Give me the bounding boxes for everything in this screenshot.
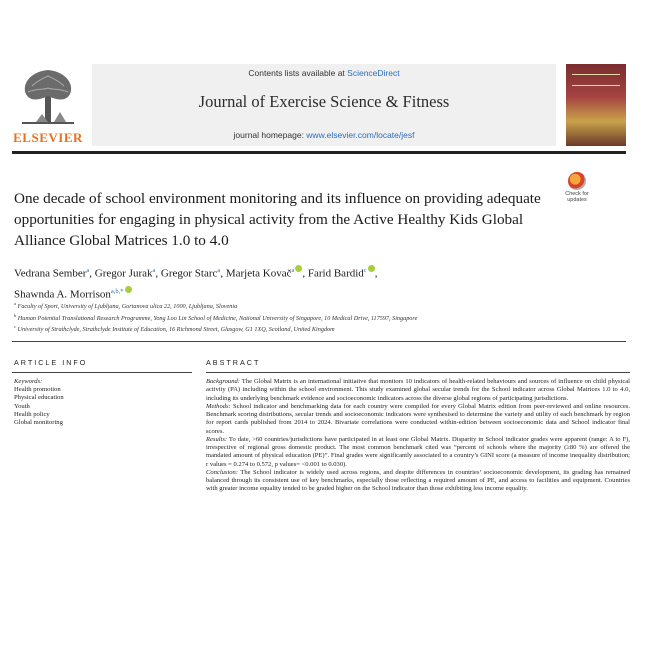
author-affiliation-marker[interactable]: a bbox=[86, 267, 90, 274]
journal-cover-image[interactable] bbox=[566, 64, 626, 146]
author-list bbox=[14, 262, 574, 303]
author-separator: , bbox=[155, 267, 161, 280]
author-affiliation-marker[interactable]: a,b,* bbox=[110, 287, 124, 295]
journal-banner bbox=[92, 64, 556, 146]
contents-line bbox=[92, 68, 556, 78]
author-name[interactable]: Vedrana Sember bbox=[14, 267, 87, 280]
author-separator: , bbox=[302, 267, 308, 280]
contents-prefix: Contents lists available at bbox=[248, 68, 348, 78]
affiliation-item bbox=[14, 312, 614, 324]
author-name[interactable]: Gregor Starc bbox=[160, 267, 218, 280]
publisher-name: ELSEVIER bbox=[13, 130, 83, 145]
abstract-paragraph bbox=[206, 469, 630, 494]
check-updates-label bbox=[560, 191, 594, 203]
abstract-rule bbox=[206, 372, 630, 373]
abstract-body bbox=[206, 378, 630, 494]
author-affiliation-marker[interactable]: a bbox=[217, 267, 221, 274]
elsevier-logo[interactable] bbox=[12, 64, 84, 146]
author-affiliation-marker[interactable]: a bbox=[152, 267, 156, 274]
affiliation-item bbox=[14, 323, 614, 335]
orcid-icon[interactable] bbox=[125, 286, 132, 293]
keywords-label: Keywords: bbox=[14, 378, 43, 385]
check-updates-line2: updates bbox=[567, 197, 587, 203]
affiliation-item bbox=[14, 300, 614, 312]
check-updates-icon bbox=[568, 172, 586, 190]
affiliation-marker: b bbox=[14, 312, 17, 318]
homepage-line bbox=[92, 130, 556, 140]
sciencedirect-link[interactable]: ScienceDirect bbox=[347, 68, 400, 78]
author-name[interactable]: Marjeta Kovač bbox=[225, 267, 292, 280]
affiliation-text: Human Potential Translational Research Programme, Yong Loo Lin School of Medicine, National University of Singapore, 10 Medical Drive, 117597, Singapore bbox=[16, 314, 418, 322]
affiliation-text: University of Strathclyde, Strathclyde Institute of Education, 16 Richmond Street, Glasgow, G1 1XQ, Scotland, United Kingdom bbox=[16, 326, 335, 334]
tree-icon bbox=[18, 66, 78, 126]
article-info-heading: ARTICLE INFO bbox=[14, 358, 88, 367]
abstract-section-label: Methods: bbox=[206, 402, 231, 410]
keyword-item[interactable]: Health promotion bbox=[14, 386, 61, 394]
cover-decoration bbox=[572, 74, 620, 86]
affiliation-rule bbox=[12, 341, 626, 342]
author-separator: , bbox=[220, 267, 226, 280]
affiliation-marker: c bbox=[14, 324, 16, 330]
abstract-section-text: The Global Matrix is an international initiative that monitors 10 indicators of health-related behaviours and sources of influence on child physical activity (PA) including within the school environment. This study examined global secular trends for the School indicator across Global Matrices 1.0 to 4.0, including its underlying benchmark evidence and socioeconomic indicators across the diverse global regions of participating jurisdictions. bbox=[206, 378, 630, 402]
abstract-paragraph bbox=[206, 403, 630, 436]
check-for-updates-button[interactable] bbox=[560, 172, 594, 206]
homepage-prefix: journal homepage: bbox=[233, 130, 307, 140]
article-info-rule bbox=[12, 372, 192, 373]
author-affiliation-marker[interactable]: a bbox=[291, 267, 295, 274]
author-name[interactable]: Shawnda A. Morrison bbox=[14, 288, 111, 301]
keyword-item[interactable]: Health policy bbox=[14, 410, 50, 418]
keywords-list bbox=[14, 386, 194, 427]
journal-header bbox=[12, 64, 626, 146]
author-name[interactable]: Gregor Jurak bbox=[94, 267, 153, 280]
abstract-section-text: To date, >60 countries/jurisdictions have participated in at least one Global Matrix. Disparity in School indicator grades were apparent (range: A to F), irrespective of regional gross domestic product. The most common benchmark cited was “percent of schools where the majority (≥80 %) are offered the mandated amount of physical education (PE)”. Final grades were significantly associated to a country’s GINI score (a measure of income inequality distribution; r values = 0.274 to 0.572, p values= <0.001 to 0.030). bbox=[206, 435, 630, 468]
homepage-link[interactable]: www.elsevier.com/locate/jesf bbox=[306, 130, 415, 140]
abstract-heading: ABSTRACT bbox=[206, 358, 261, 367]
header-rule bbox=[12, 151, 626, 154]
author-separator: , bbox=[89, 267, 95, 280]
keyword-item[interactable]: Physical education bbox=[14, 394, 64, 402]
keywords-block bbox=[14, 378, 194, 427]
keyword-item[interactable]: Youth bbox=[14, 402, 30, 410]
abstract-section-label: Conclusion: bbox=[206, 468, 239, 476]
paper-title: One decade of school environment monitoring and its influence on providing adequate opportunities for engaging in physical activity from the Active Healthy Kids Global Alliance Global Matrices 1.0 to 4.0 bbox=[14, 190, 541, 249]
orcid-icon[interactable] bbox=[368, 265, 375, 272]
affiliation-text: Faculty of Sport, University of Ljubljana, Gortanova ulica 22, 1000, Ljubljana, Slovenia bbox=[16, 303, 238, 311]
abstract-section-label: Results: bbox=[206, 435, 228, 443]
abstract-paragraph bbox=[206, 378, 630, 403]
abstract-section-text: School indicator and benchmarking data for each country were compiled for every Global Matrix edition from peer-reviewed and online resources. Benchmark scoring distributions, secular trends and socioeconomic indicators were synthesised to determine the variety and utility of each benchmark by region for report cards published from 2014 to 2024. Bivariate correlations were conducted within-edition between socioeconomic data and School indicator final scores. bbox=[206, 402, 630, 435]
journal-title[interactable]: Journal of Exercise Science & Fitness bbox=[198, 92, 450, 111]
author-separator: , bbox=[374, 267, 378, 280]
abstract-section-label: Background: bbox=[206, 378, 240, 385]
author-affiliation-marker[interactable]: c bbox=[363, 267, 367, 274]
check-updates-line1: Check for bbox=[565, 191, 589, 197]
abstract-section-text: The School indicator is widely used across regions, and despite differences in countries’ socioeconomic development, its grading has remained balanced through its consistent use of key benchmarks, especially those reflecting a required amount of PE, and access to facilities and equipment. Countries with greater income equality tended to be graded higher on the School indicator than those exhibiting less income equality. bbox=[206, 468, 630, 493]
affiliation-marker: a bbox=[14, 301, 16, 306]
abstract-paragraph bbox=[206, 436, 630, 469]
author-name[interactable]: Farid Bardid bbox=[307, 267, 364, 280]
keyword-item[interactable]: Global monitoring bbox=[14, 419, 63, 427]
affiliation-list bbox=[14, 300, 614, 335]
